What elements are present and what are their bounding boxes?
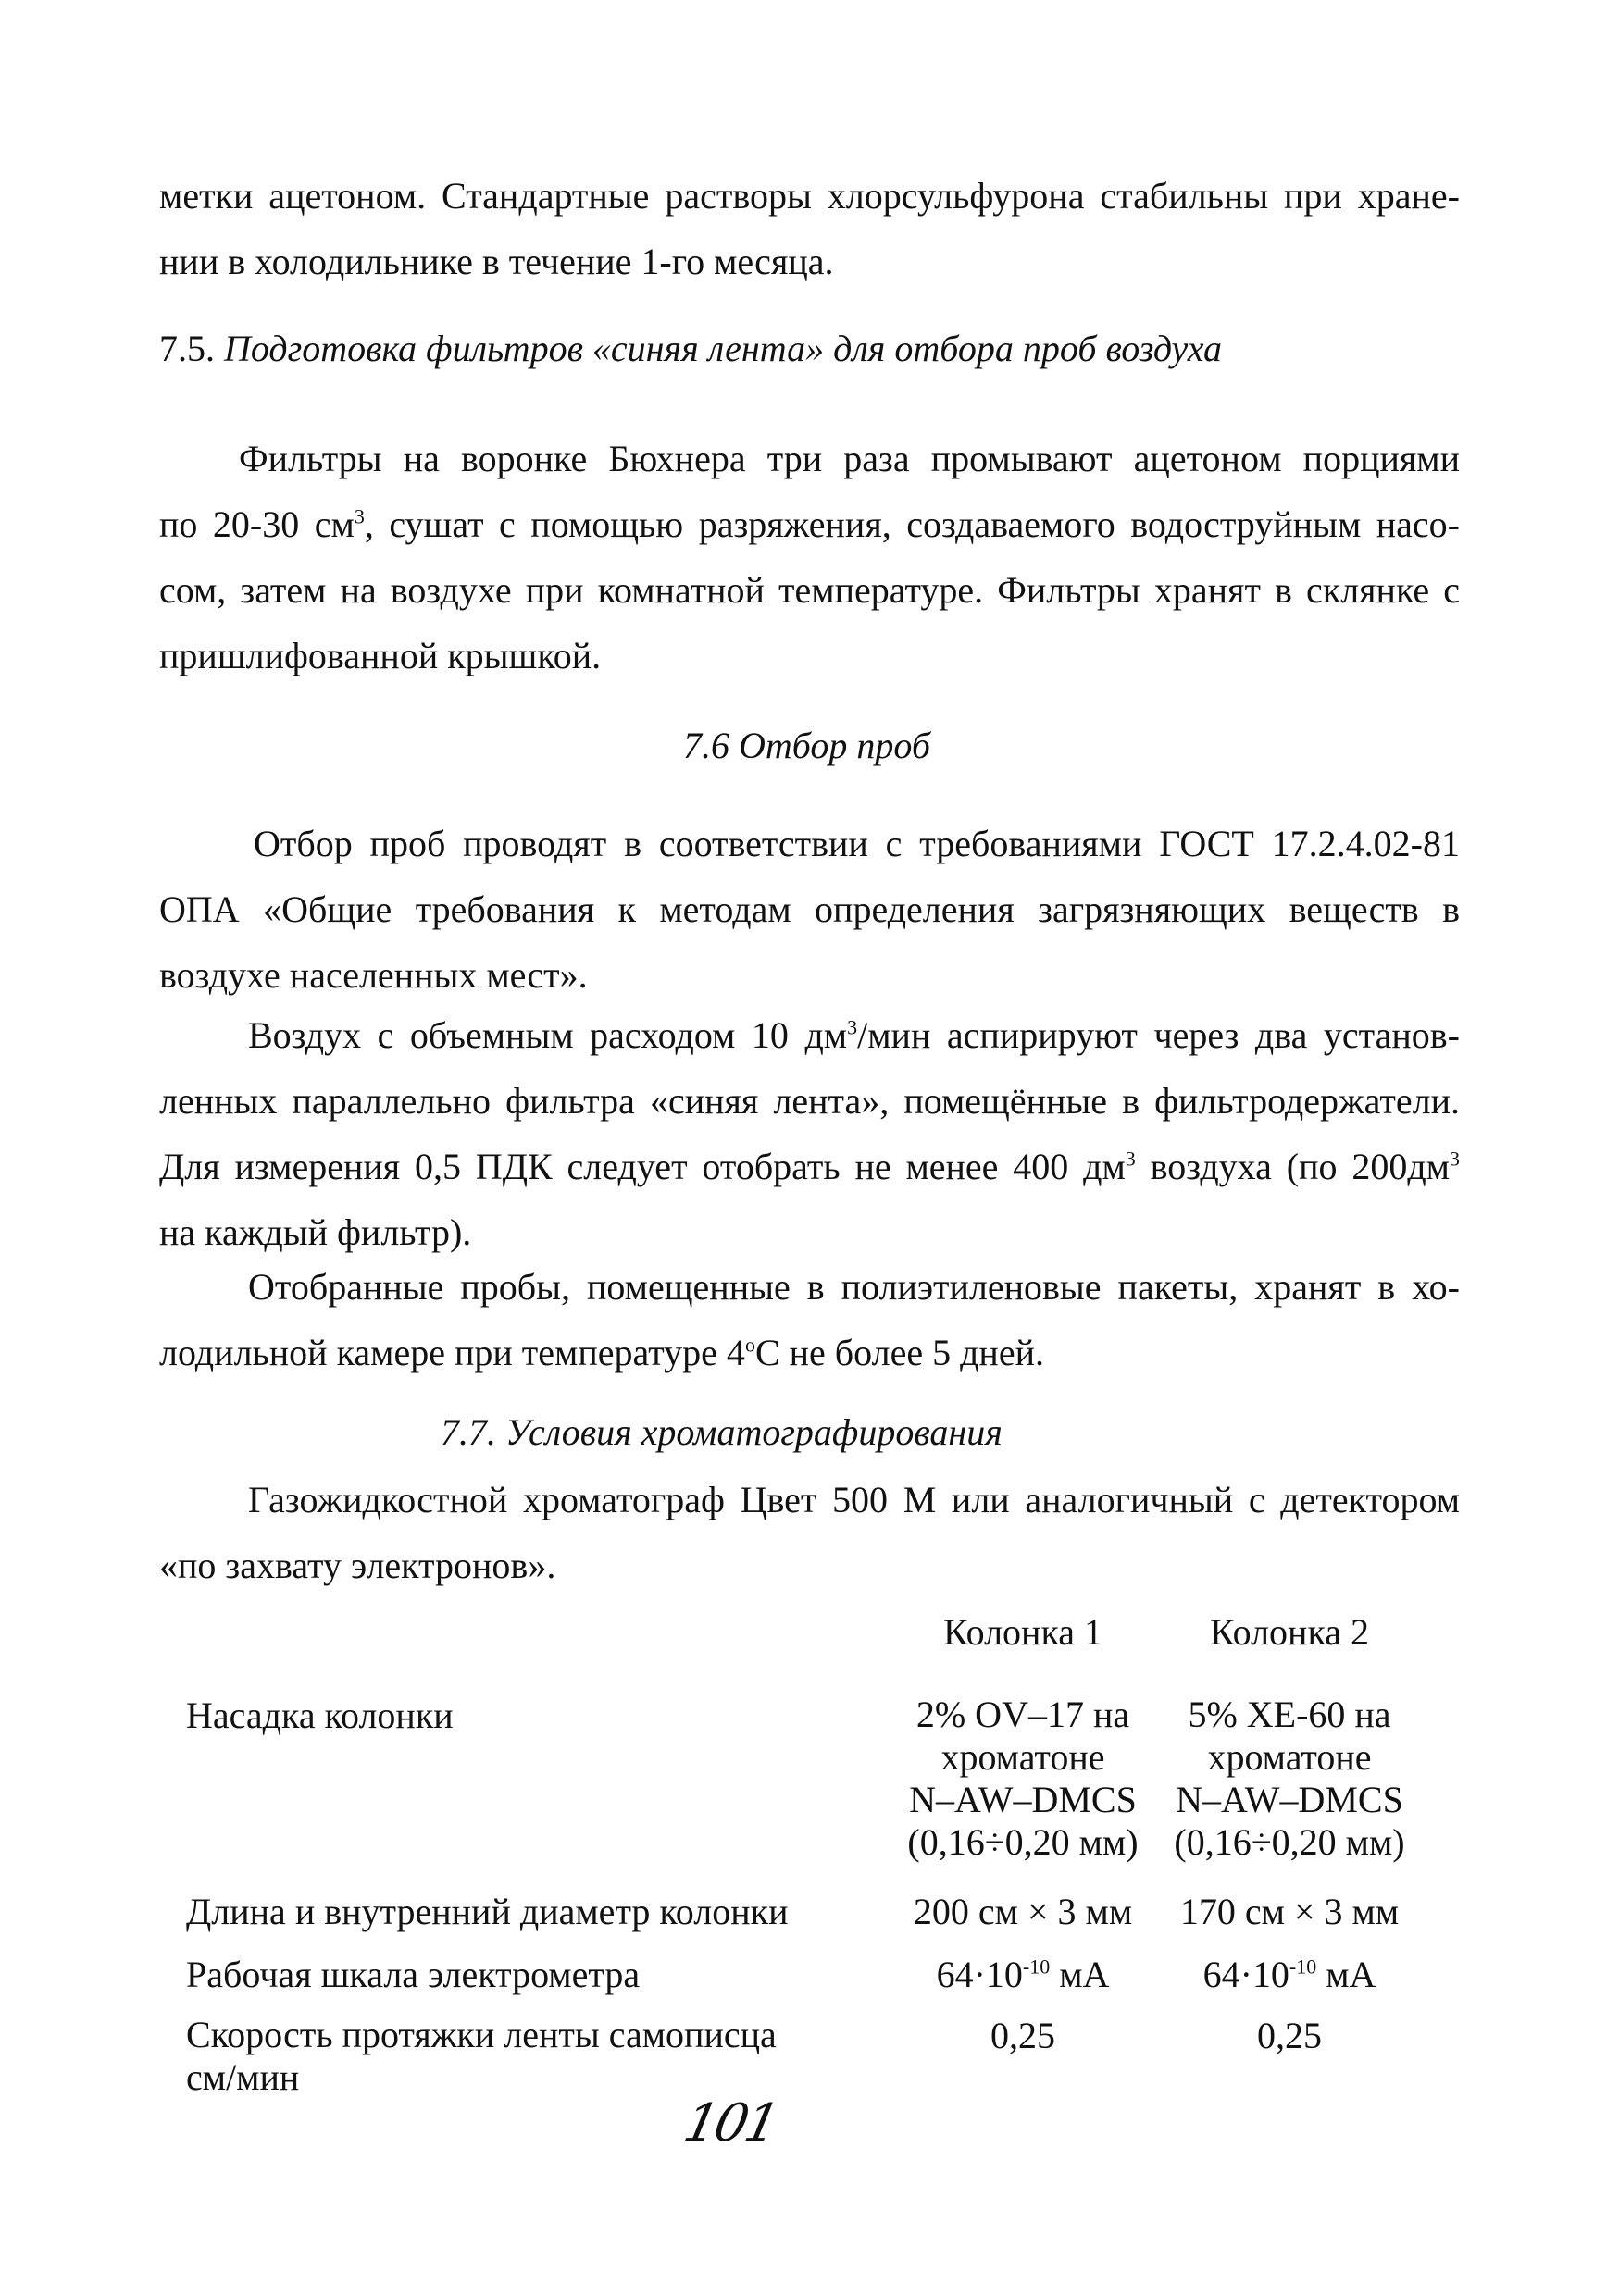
s76-p2-line-2: ленных параллельно фильтра «синяя лента», помещённые в фильтродержатели. xyxy=(159,1080,1460,1122)
table-row-3-column-1: $64\cdot 10^{-10}$ мА xyxy=(936,1954,1110,1995)
table-row-2-label: Длина и внутренний диаметр колонки xyxy=(186,1891,789,1932)
section-7-6-paragraph-1 xyxy=(159,811,1460,1008)
table-row-4-column-1: 0,25 xyxy=(990,2015,1055,2056)
table-row-4-column-2: 0,25 xyxy=(1257,2015,1322,2056)
table-row-3-column-2: $64\cdot 10^{-10}$ мА xyxy=(1202,1954,1376,1995)
s76-p1-line-2: ОПА «Общие требования к методам определения загрязняющих веществ в xyxy=(159,888,1460,930)
section-7-6-paragraph-2 xyxy=(159,1002,1460,1265)
table-row-2-column-1: 200 см × 3 мм xyxy=(913,1891,1133,1932)
s76-p1-line-1: Отбор проб проводят в соответствии с требованиями ГОСТ 17.2.4.02-81 xyxy=(254,823,1460,864)
section-7-5-heading xyxy=(159,327,1222,371)
table-row-1-column-2: 5% XE-60 на хроматоне N–AW–DMCS (0,16÷0,20 мм) xyxy=(1174,1694,1405,1863)
intro-paragraph xyxy=(159,163,1460,294)
s76-p2-line-1: Воздух с объемным расходом 10 $дм^3$/мин аспирируют через два установ- xyxy=(248,1014,1460,1056)
section-7-7-paragraph xyxy=(159,1467,1460,1598)
s76-p3-line-2: лодильной камере при температуре $4^оС$ не более 5 дней. xyxy=(159,1332,1044,1373)
section-7-7-heading: 7.7. Условия хроматографирования xyxy=(441,1411,1003,1453)
s77-line-1: Газожидкостной хроматограф Цвет 500 М или аналогичный с детектором xyxy=(248,1479,1460,1520)
section-7-5-paragraph xyxy=(159,426,1460,689)
s77-line-2: «по захвату электронов». xyxy=(159,1545,556,1586)
section-7-5-number: 7.5. xyxy=(159,328,215,369)
intro-line-1: метки ацетоном. Стандартные растворы хлорсульфурона стабильны при хране- xyxy=(159,175,1460,217)
s75-line-1: Фильтры на воронке Бюхнера три раза промывают ацетоном порциями xyxy=(239,438,1460,479)
section-7-6-paragraph-3 xyxy=(159,1254,1460,1385)
s76-p1-line-3: воздухе населенных мест». xyxy=(159,954,588,996)
section-7-5-title: Подготовка фильтров «синяя лента» для отбора проб воздуха xyxy=(224,328,1223,369)
s76-p2-line-3: Для измерения 0,5 ПДК следует отобрать не менее 400 $дм^3$ воздуха (по $200дм^3$ xyxy=(159,1146,1460,1187)
section-7-6-heading: 7.6 Отбор проб xyxy=(683,725,930,766)
table-header-column-1: Колонка 1 xyxy=(942,1611,1103,1653)
s76-p3-line-1: Отобранные пробы, помещенные в полиэтиленовые пакеты, хранят в хо- xyxy=(248,1266,1460,1308)
table-row-4-label: Скорость протяжки ленты самописца см/мин xyxy=(186,2014,777,2098)
table-row-1-label: Насадка колонки xyxy=(186,1694,454,1736)
s76-p2-line-4: на каждый фильтр). xyxy=(159,1211,472,1253)
s75-line-3: сом, затем на воздухе при комнатной температуре. Фильтры хранят в склянке с xyxy=(159,569,1460,611)
s75-line-4: пришлифованной крышкой. xyxy=(159,635,602,676)
table-row-1-column-1: 2% OV–17 на хроматоне N–AW–DMCS (0,16÷0,20 мм) xyxy=(907,1694,1139,1863)
page-number: 101 xyxy=(679,2093,782,2153)
table-row-3-label: Рабочая шкала электрометра xyxy=(186,1954,641,1995)
s75-line-2: по 20-30 $см^3$, сушат с помощью разряжения, создаваемого водоструйным насо- xyxy=(159,503,1461,545)
table-header-column-2: Колонка 2 xyxy=(1209,1611,1370,1653)
intro-line-2: нии в холодильнике в течение 1-го месяца. xyxy=(159,241,834,282)
table-row-2-column-2: 170 см × 3 мм xyxy=(1179,1891,1400,1932)
